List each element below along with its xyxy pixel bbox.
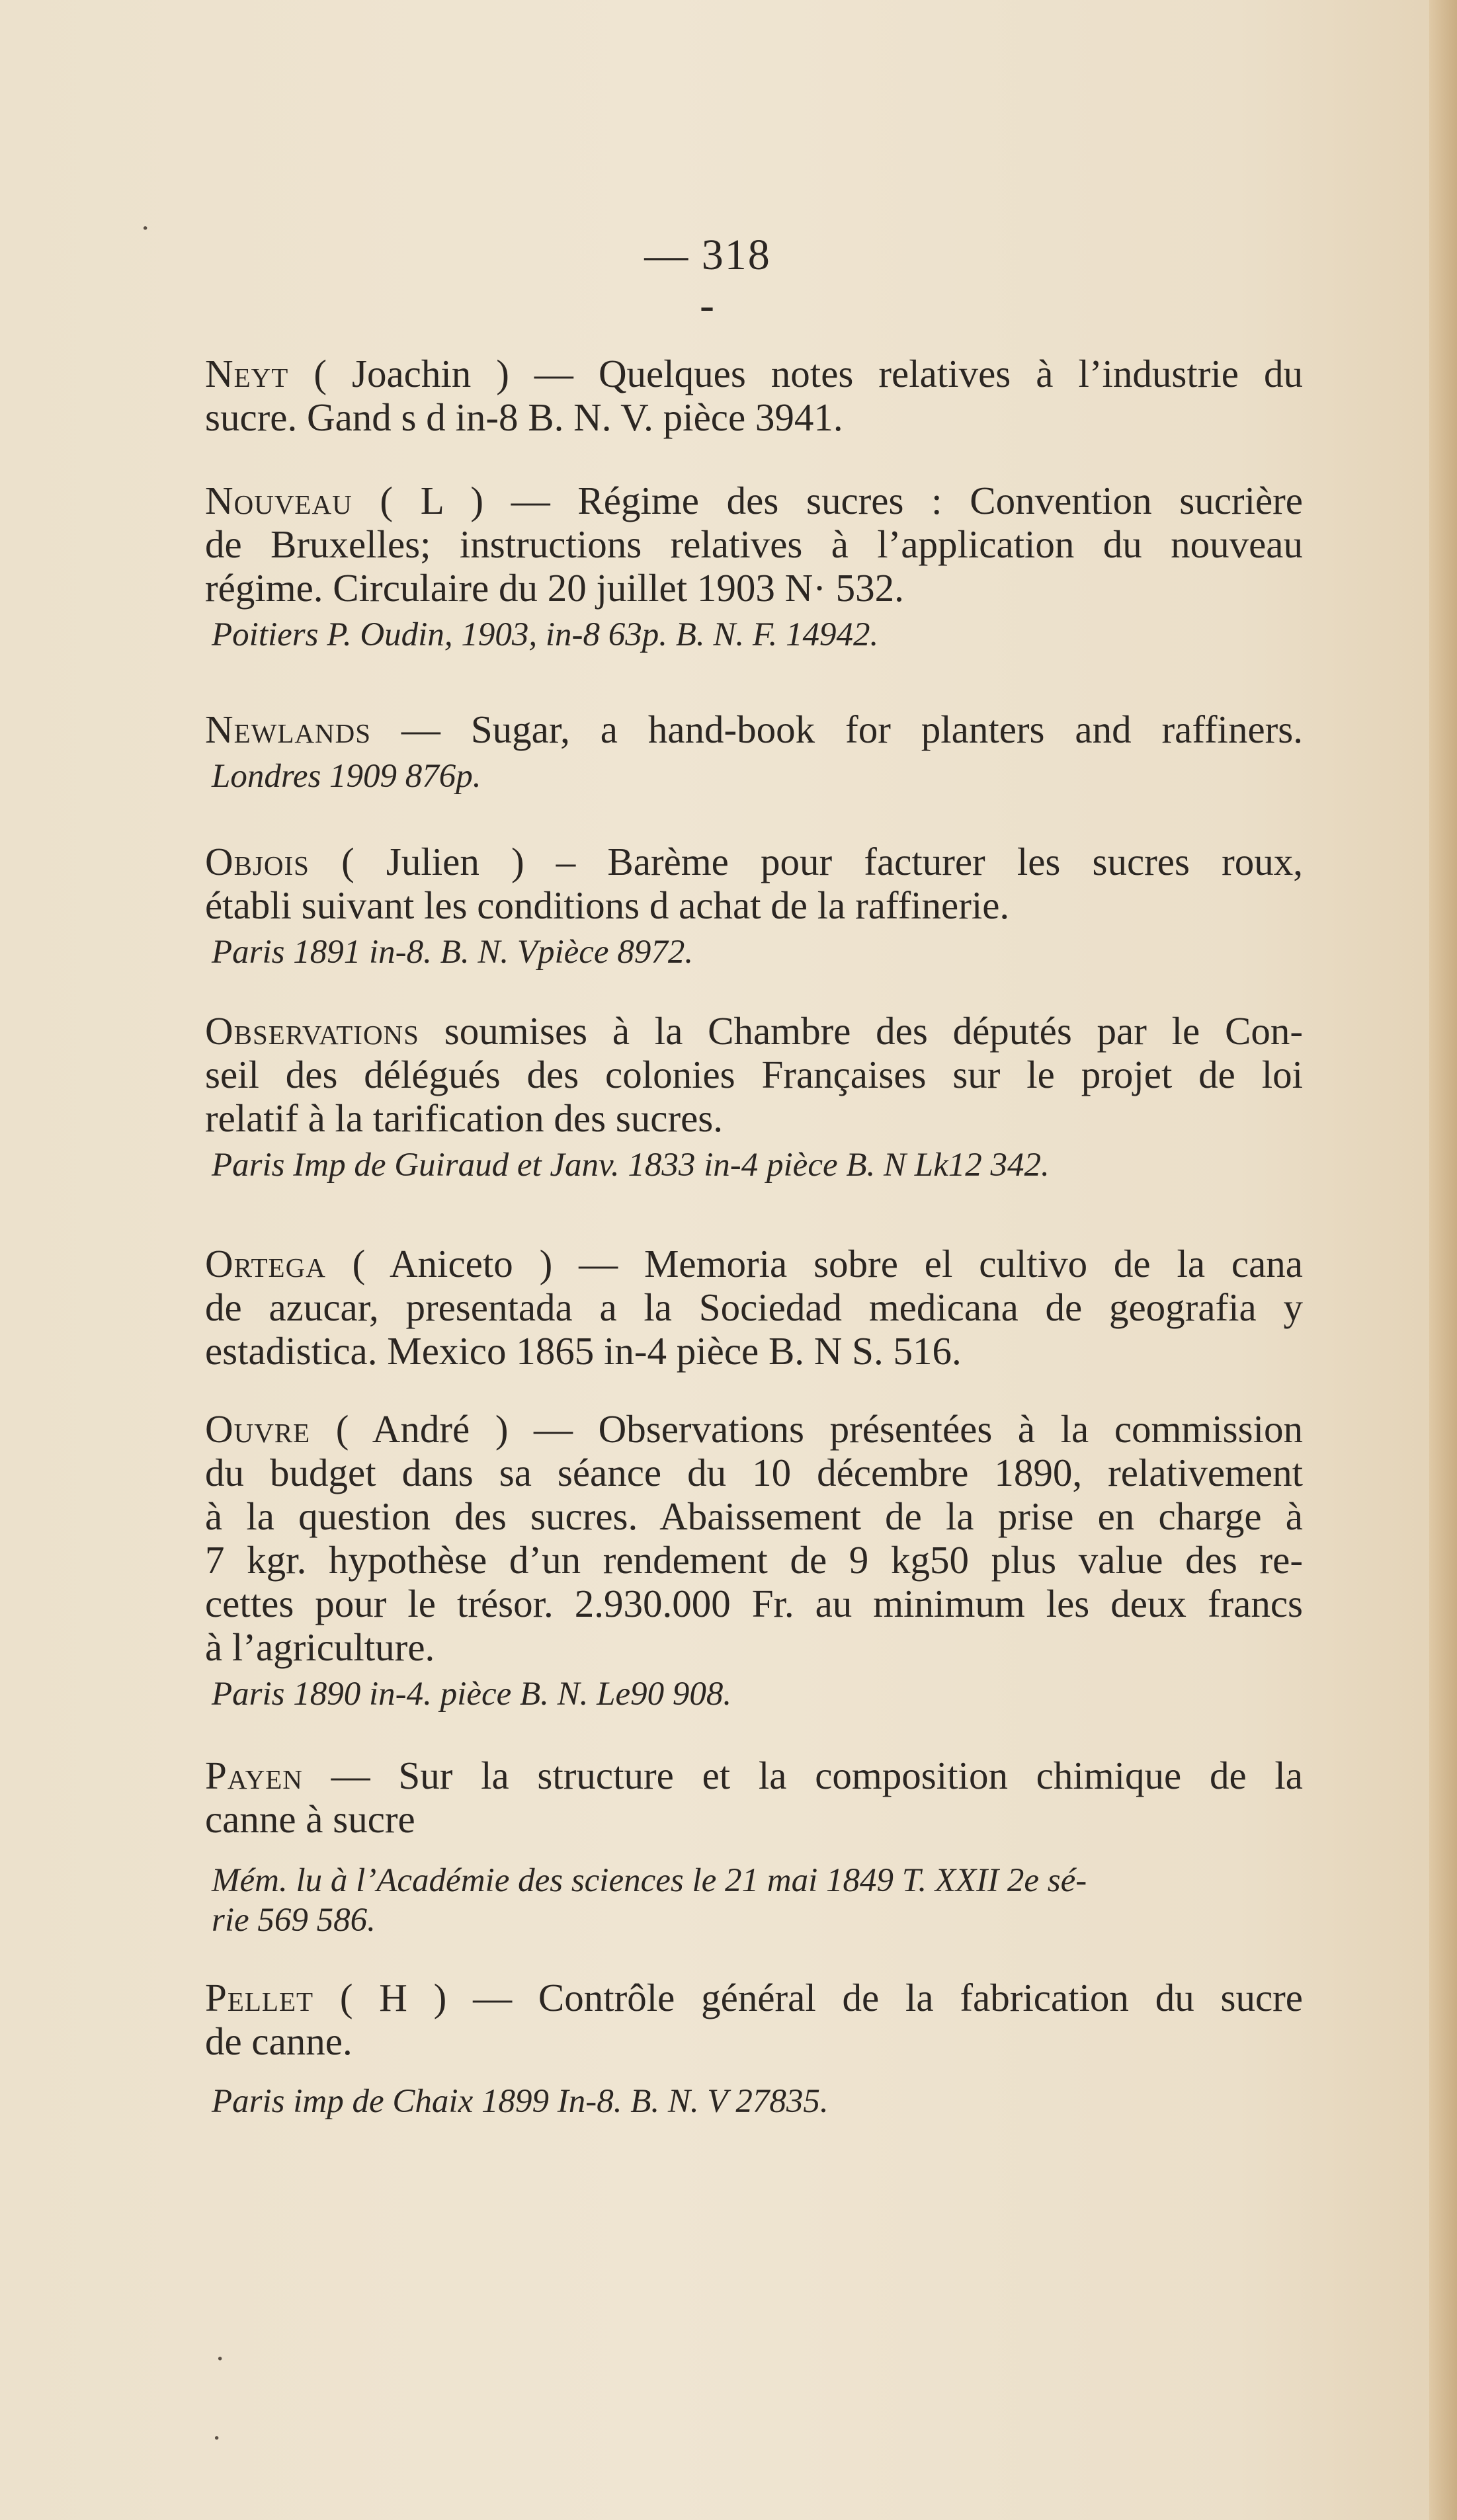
bibliography-entry [205, 479, 1303, 655]
entry-first-line [205, 1242, 1303, 1285]
page-edge [1429, 0, 1457, 2520]
entry-citation: Paris Imp de Guiraud et Janv. 1833 in-4 pièce B. N Lk12 342. [212, 1147, 1050, 1184]
entry-line: à la question des sucres. Abaissement de la prise en charge à [205, 1494, 1303, 1538]
entry-citation: Paris imp de Chaix 1899 In-8. B. N. V 27835. [212, 2083, 829, 2120]
entry-text: ( H ) — Contrôle général de la fabrication du sucre [313, 1976, 1303, 2019]
entry-line: à l’agriculture. [205, 1625, 435, 1669]
bibliography-entry [205, 1976, 1303, 2121]
entry-text: — Sugar, a hand-book for planters and raffiners. [371, 708, 1303, 751]
entry-first-line [205, 1976, 1303, 2019]
entry-citation: Londres 1909 876p. [212, 758, 481, 795]
entry-line: cettes pour le trésor. 2.930.000 Fr. au minimum les deux francs [205, 1582, 1303, 1625]
entry-author: Ouvre [205, 1407, 311, 1451]
entry-line: canne à sucre [205, 1797, 415, 1841]
entry-citation: Poitiers P. Oudin, 1903, in-8 63p. B. N. F. 14942. [212, 616, 879, 653]
entry-author: Neyt [205, 352, 289, 395]
entry-first-line [205, 352, 1303, 395]
entry-author: Objois [205, 840, 310, 883]
entry-line: établi suivant les conditions d achat de la raffinerie. [205, 883, 1010, 927]
entry-text: ( L ) — Régime des sucres : Convention sucrière [352, 479, 1303, 522]
bibliography-entry [205, 1009, 1303, 1185]
entry-line: de canne. [205, 2019, 353, 2063]
entry-line: de Bruxelles; instructions relatives à l’application du nouveau [205, 522, 1303, 566]
entry-citation: Paris 1891 in-8. B. N. Vpièce 8972. [212, 934, 694, 971]
entry-citation: rie 569 586. [212, 1902, 376, 1939]
entry-text: ( Julien ) – Barème pour facturer les sucres roux, [309, 840, 1303, 883]
entry-author: Ortega [205, 1242, 326, 1285]
entry-line: sucre. Gand s d in-8 B. N. V. pièce 3941. [205, 395, 843, 439]
entry-author: Pellet [205, 1976, 314, 2019]
scan-speck: · [212, 2421, 222, 2455]
entry-line: estadistica. Mexico 1865 in-4 pièce B. N S. 516. [205, 1329, 962, 1373]
entry-author: Observations [205, 1009, 419, 1053]
entry-text: — Sur la structure et la composition chimique de la [302, 1754, 1303, 1797]
bibliography-entry [205, 840, 1303, 972]
entry-citation: Paris 1890 in-4. pièce B. N. Le90 908. [212, 1676, 732, 1713]
entry-author: Payen [205, 1754, 303, 1797]
bibliography-entry [205, 1407, 1303, 1714]
entry-text: ( André ) — Observations présentées à la commission [310, 1407, 1303, 1451]
entry-author: Newlands [205, 708, 372, 751]
entry-first-line [205, 1754, 1303, 1797]
page-number: — 318 - [644, 231, 771, 329]
entry-first-line [205, 479, 1303, 522]
entry-first-line [205, 1009, 1303, 1053]
bibliography-entry [205, 1242, 1303, 1373]
bibliography-entry [205, 708, 1303, 796]
entry-text: soumises à la Chambre des députés par le Con- [419, 1009, 1303, 1053]
entry-line: seil des délégués des colonies Françaises sur le projet de loi [205, 1053, 1303, 1096]
entry-first-line [205, 840, 1303, 883]
entry-line: 7 kgr. hypothèse d’un rendement de 9 kg50 plus value des re- [205, 1538, 1303, 1582]
entry-first-line [205, 708, 1303, 751]
entry-text: ( Joachin ) — Quelques notes relatives à l’industrie du [288, 352, 1303, 395]
entry-line: régime. Circulaire du 20 juillet 1903 N· 532. [205, 566, 904, 610]
entry-first-line [205, 1407, 1303, 1451]
bibliography-entry [205, 352, 1303, 439]
entry-line: du budget dans sa séance du 10 décembre 1890, relativement [205, 1451, 1303, 1494]
entry-line: de azucar, presentada a la Sociedad medicana de geografia y [205, 1285, 1303, 1329]
scan-speck: · [140, 211, 151, 245]
bibliography-entry [205, 1754, 1303, 1940]
entry-author: Nouveau [205, 479, 353, 522]
scan-speck: · [215, 2341, 226, 2375]
entry-citation: Mém. lu à l’Académie des sciences le 21 mai 1849 T. XXII 2e sé- [212, 1862, 1087, 1899]
entry-text: ( Aniceto ) — Memoria sobre el cultivo de la cana [325, 1242, 1303, 1285]
entry-line: relatif à la tarification des sucres. [205, 1096, 724, 1140]
